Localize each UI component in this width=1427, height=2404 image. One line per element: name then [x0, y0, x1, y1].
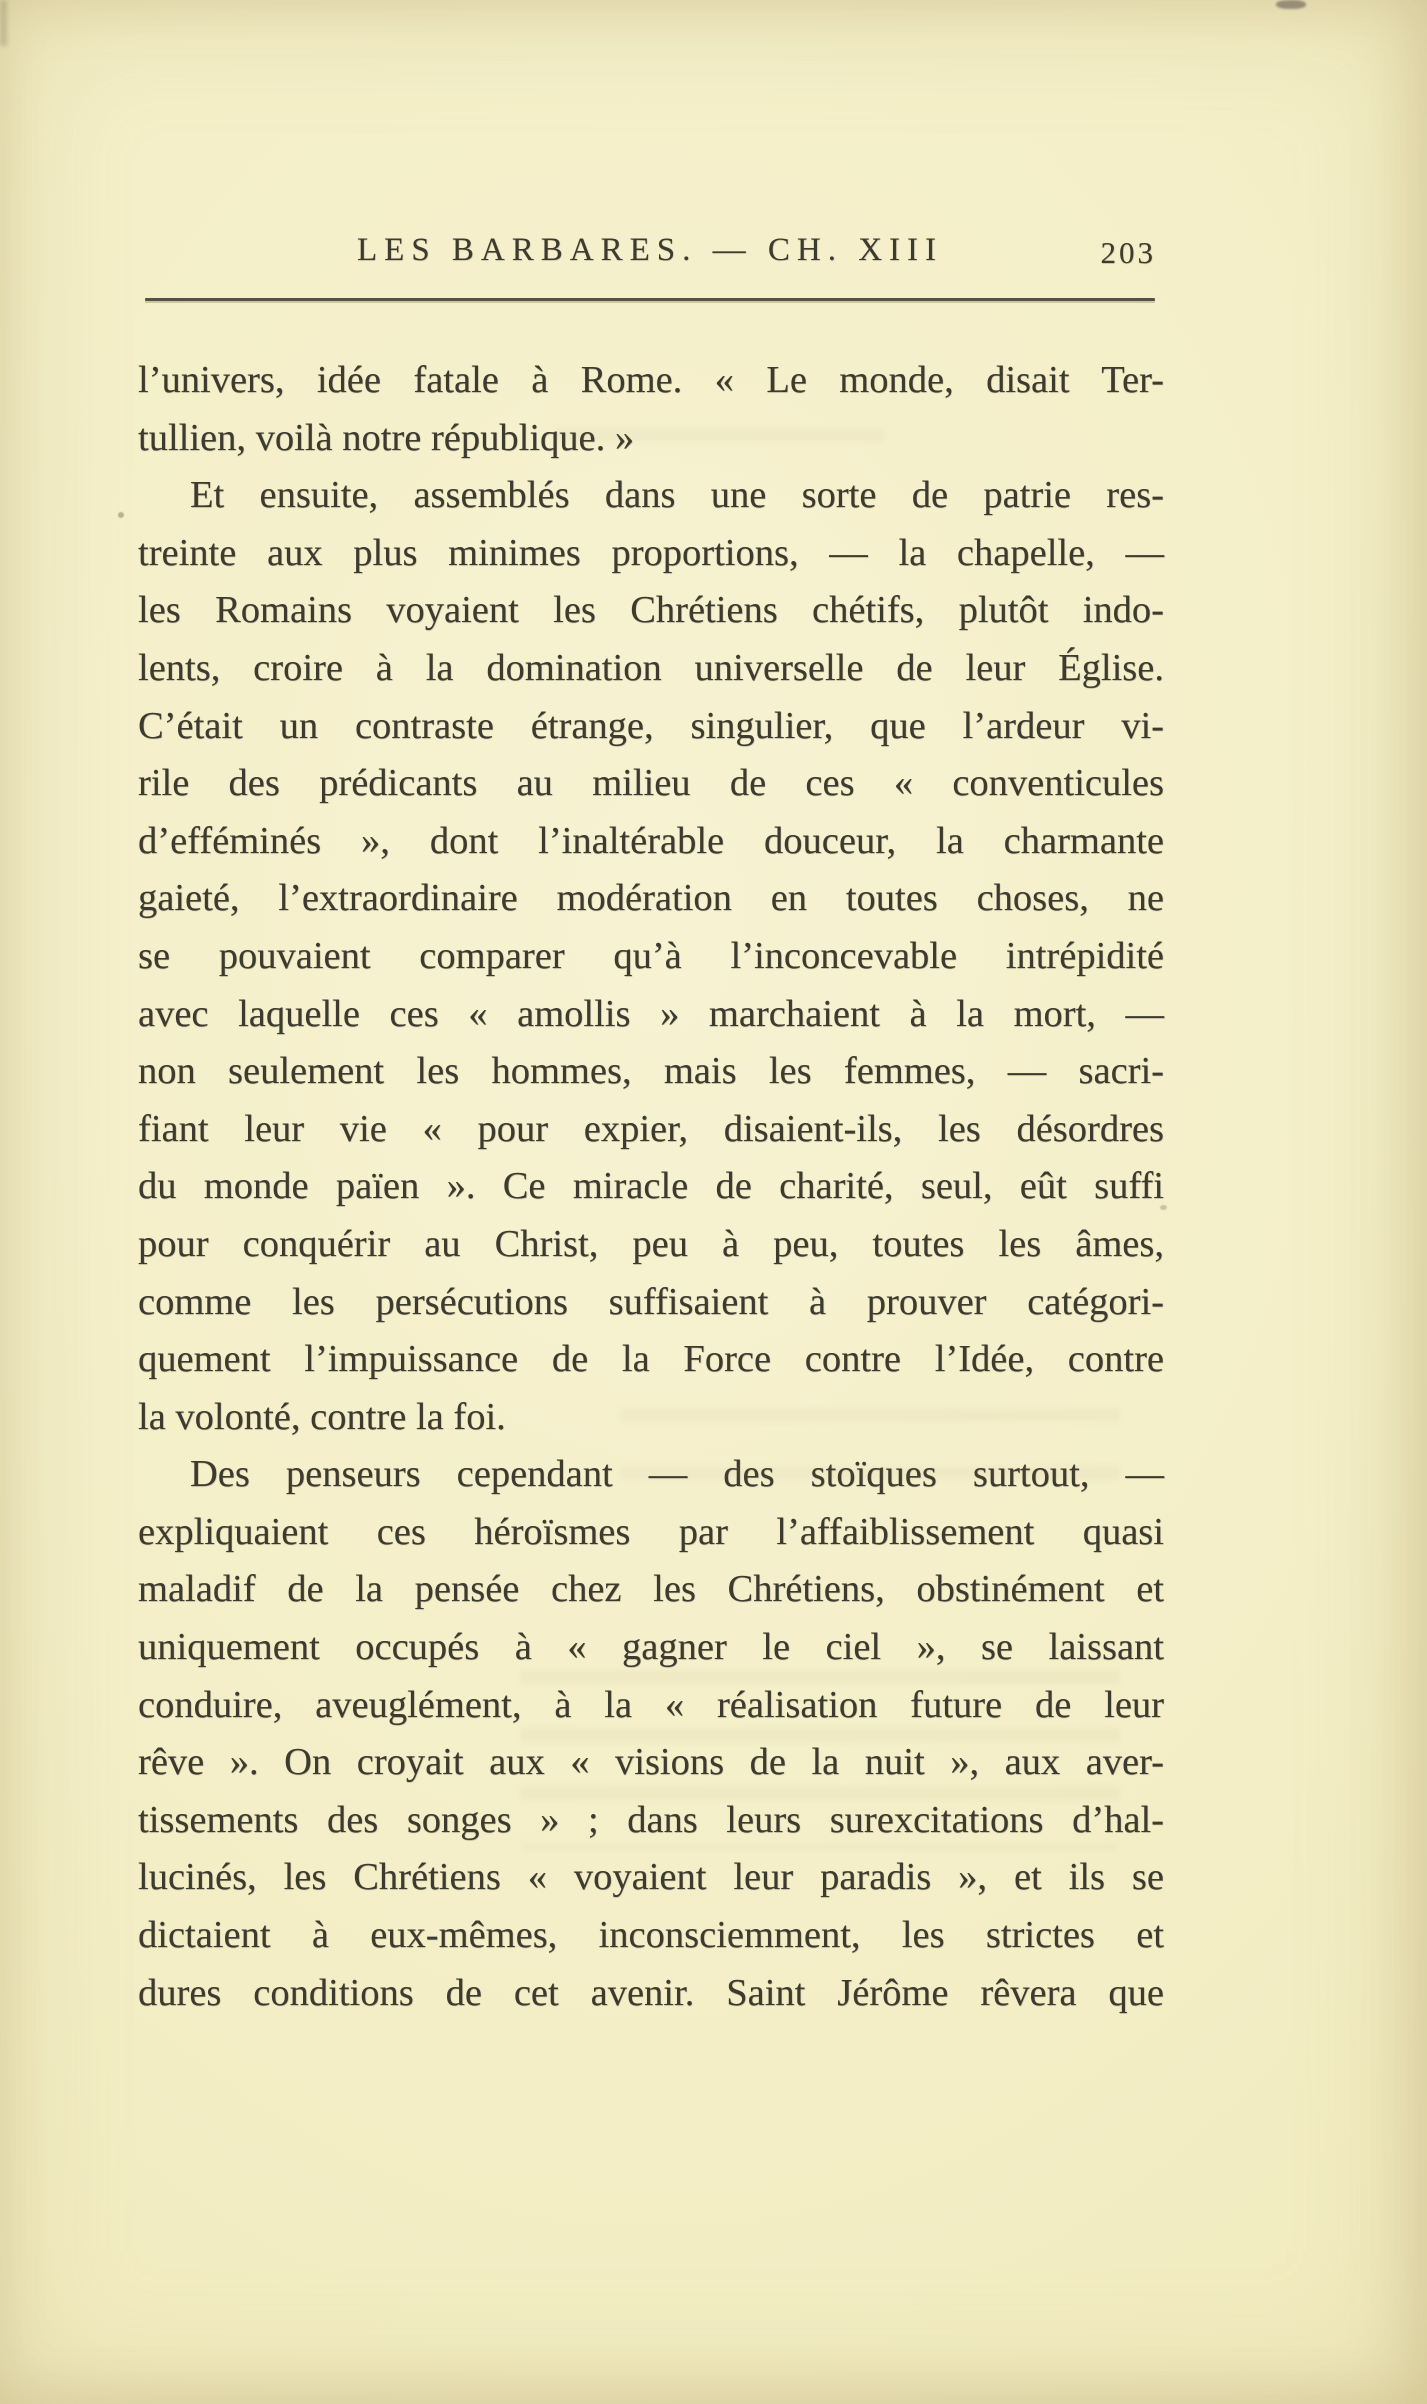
text-line: treinte aux plus minimes proportions, — la chapelle, —	[138, 531, 1164, 574]
text-line: se pouvaient comparer qu’à l’inconcevable intrépidité	[138, 934, 1164, 977]
text-line: C’était un contraste étrange, singulier, que l’ardeur vi-	[138, 704, 1164, 747]
text-line: du monde païen ». Ce miracle de charité, seul, eût suffi	[138, 1165, 1164, 1208]
header-rule	[145, 298, 1155, 301]
text-line: expliquaient ces héroïsmes par l’affaiblissement quasi	[138, 1510, 1164, 1553]
ink-speck	[118, 512, 124, 518]
text-line: tissements des songes » ; dans leurs surexcitations d’hal-	[138, 1798, 1164, 1841]
text-line: quement l’impuissance de la Force contre l’Idée, contre	[138, 1338, 1164, 1381]
text-line: d’efféminés », dont l’inaltérable douceur, la charmante	[138, 819, 1164, 862]
scan-edge-mark	[0, 0, 7, 46]
text-line: rêve ». On croyait aux « visions de la nuit », aux aver-	[138, 1741, 1164, 1784]
text-line: pour conquérir au Christ, peu à peu, toutes les âmes,	[138, 1222, 1164, 1265]
text-line: maladif de la pensée chez les Chrétiens, obstinément et	[138, 1568, 1164, 1611]
text-line: tullien, voilà notre république. »	[138, 416, 635, 459]
text-line: dictaient à eux-mêmes, inconsciemment, les strictes et	[138, 1914, 1164, 1957]
text-line: fiant leur vie « pour expier, disaient-ils, les désordres	[138, 1107, 1164, 1150]
text-line: rile des prédicants au milieu de ces « conventicules	[138, 762, 1164, 805]
body-text	[138, 352, 1164, 2022]
text-line: lents, croire à la domination universelle de leur Église.	[138, 646, 1164, 689]
page-number: 203	[1100, 235, 1156, 270]
scan-smudge	[1276, 0, 1306, 9]
text-line: les Romains voyaient les Chrétiens chétifs, plutôt indo-	[138, 589, 1164, 632]
text-line: avec laquelle ces « amollis » marchaient à la mort, —	[138, 992, 1164, 1035]
text-line: conduire, aveuglément, à la « réalisation future de leur	[138, 1683, 1164, 1726]
text-line: la volonté, contre la foi.	[138, 1395, 506, 1438]
text-line: gaieté, l’extraordinaire modération en toutes choses, ne	[138, 877, 1164, 920]
text-line: Et ensuite, assemblés dans une sorte de patrie res-	[190, 474, 1164, 517]
text-line: non seulement les hommes, mais les femmes, — sacri-	[138, 1050, 1164, 1093]
chapter-running-title: LES BARBARES. — CH. XIII	[356, 232, 944, 268]
text-line: dures conditions de cet avenir. Saint Jérôme rêvera que	[138, 1971, 1164, 2014]
text-line: uniquement occupés à « gagner le ciel », se laissant	[138, 1626, 1164, 1669]
text-line: Des penseurs cependant — des stoïques surtout, —	[190, 1453, 1164, 1496]
text-line: comme les persécutions suffisaient à prouver catégori-	[138, 1280, 1164, 1323]
text-line: lucinés, les Chrétiens « voyaient leur paradis », et ils se	[138, 1856, 1164, 1899]
running-head	[138, 232, 1162, 276]
text-line: l’univers, idée fatale à Rome. « Le monde, disait Ter-	[138, 359, 1164, 401]
